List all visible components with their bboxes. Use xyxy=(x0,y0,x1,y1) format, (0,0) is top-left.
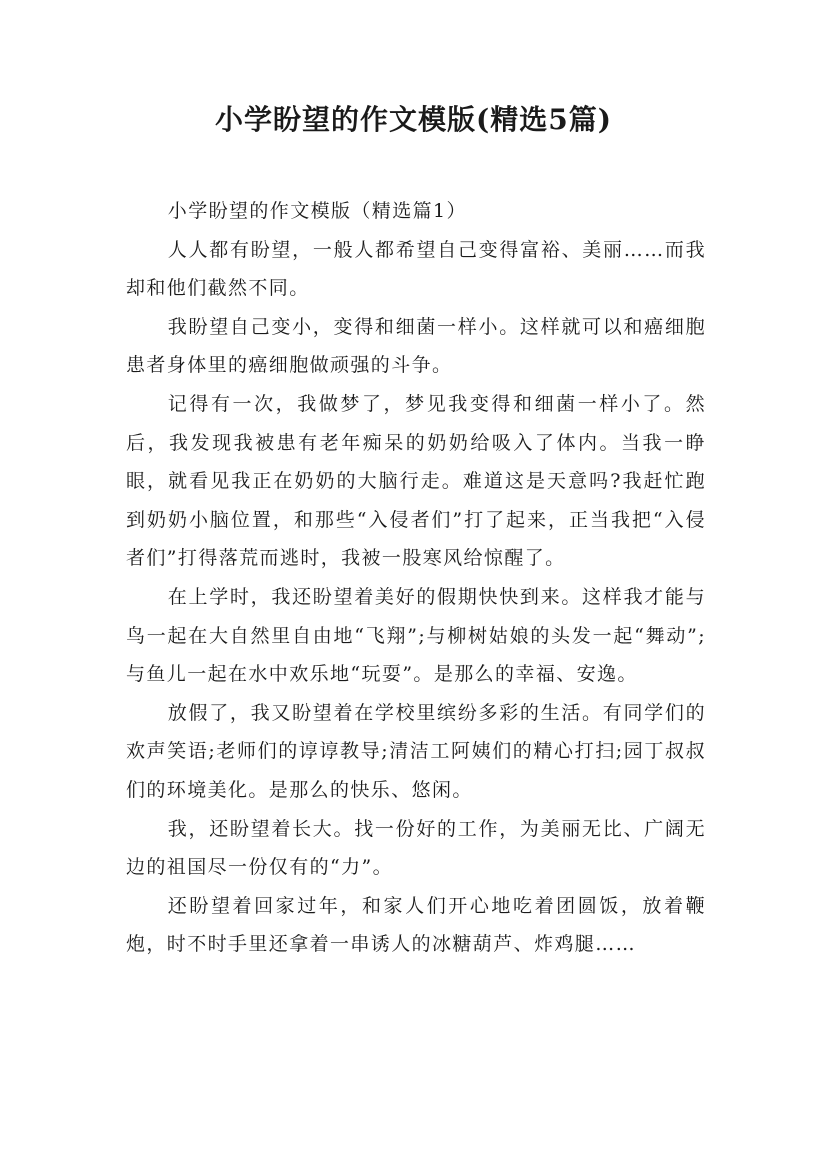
paragraph-3: 记得有一次，我做梦了，梦见我变得和细菌一样小了。然后，我发现我被患有老年痴呆的奶奶给吸入了体内。当我一睁眼，就看见我正在奶奶的大脑行走。难道这是天意吗?我赶忙跑到奶奶小脑位置，和那些“入侵者们”打了起来，正当我把“入侵者们”打得落荒而逃时，我被一股寒风给惊醒了。 xyxy=(126,392,706,570)
document-title: 小学盼望的作文模版(精选5篇) xyxy=(215,103,612,136)
paragraph-2: 我盼望自己变小，变得和细菌一样小。这样就可以和癌细胞患者身体里的癌细胞做顽强的斗争。 xyxy=(126,315,706,377)
document-body xyxy=(126,192,706,964)
paragraph-7: 还盼望着回家过年，和家人们开心地吃着团圆饭，放着鞭炮，时不时手里还拿着一串诱人的冰糖葫芦、炸鸡腿…… xyxy=(126,894,706,956)
paragraph-5: 放假了，我又盼望着在学校里缤纷多彩的生活。有同学们的欢声笑语;老师们的谆谆教导;清洁工阿姨们的精心打扫;园丁叔叔们的环境美化。是那么的快乐、悠闲。 xyxy=(126,701,706,801)
section-subtitle: 小学盼望的作文模版（精选篇1） xyxy=(167,200,467,222)
paragraph-6: 我，还盼望着长大。找一份好的工作，为美丽无比、广阔无边的祖国尽一份仅有的“力”。 xyxy=(126,817,706,879)
paragraph-1: 人人都有盼望，一般人都希望自己变得富裕、美丽……而我却和他们截然不同。 xyxy=(126,238,706,300)
paragraph-4: 在上学时，我还盼望着美好的假期快快到来。这样我才能与鸟一起在大自然里自由地“飞翔”;与柳树姑娘的头发一起“舞动”;与鱼儿一起在水中欢乐地“玩耍”。是那么的幸福、安逸。 xyxy=(126,585,706,686)
